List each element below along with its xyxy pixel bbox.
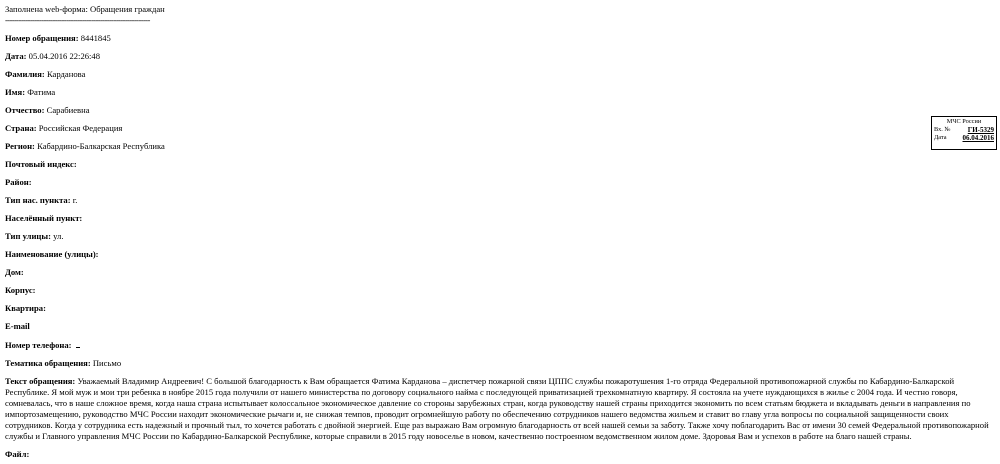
stamp-number-label: Вх. №	[934, 126, 951, 133]
field-value: 05.04.2016 22:26:48	[28, 51, 101, 61]
file-field	[5, 449, 995, 460]
stamp-number-value: ГИ-5329	[967, 126, 994, 134]
field-value: 8441845	[80, 33, 111, 43]
file-label: Файл:	[5, 449, 30, 459]
form-field	[5, 195, 995, 206]
registration-stamp	[931, 116, 997, 150]
field-label: E-mail	[5, 321, 30, 331]
form-field	[5, 321, 995, 332]
stamp-date-value: 06.04.2016	[962, 134, 994, 142]
message-block	[5, 376, 995, 442]
field-label: Корпус:	[5, 285, 36, 295]
field-label: Фамилия:	[5, 69, 45, 79]
field-label: Страна:	[5, 123, 37, 133]
field-value: Российская Федерация	[38, 123, 123, 133]
field-label: Наименование (улицы):	[5, 249, 99, 259]
field-label: Номер телефона:	[5, 340, 72, 350]
field-value: Фатима	[27, 87, 56, 97]
stamp-date-row	[934, 134, 994, 142]
field-value: г.	[72, 195, 78, 205]
form-field	[5, 177, 995, 188]
field-label: Регион:	[5, 141, 35, 151]
stamp-number-row	[934, 126, 994, 134]
form-field	[5, 339, 995, 351]
field-value: Сарабиевна	[46, 105, 90, 115]
field-label: Отчество:	[5, 105, 45, 115]
field-label: Населённый пункт:	[5, 213, 83, 223]
field-label: Номер обращения:	[5, 33, 79, 43]
form-field	[5, 141, 995, 152]
form-field	[5, 51, 995, 62]
field-value: Кабардино-Балкарская Республика	[37, 141, 165, 151]
stamp-org: МЧС России	[946, 118, 982, 125]
field-label: Почтовый индекс:	[5, 159, 77, 169]
form-field	[5, 303, 995, 314]
field-value: ул.	[53, 231, 64, 241]
field-label: Тематика обращения:	[5, 358, 91, 368]
field-label: Дата:	[5, 51, 27, 61]
form-field	[5, 159, 995, 170]
form-field	[5, 213, 995, 224]
form-field	[5, 285, 995, 296]
form-title: Заполнена web-форма: Обращения граждан	[5, 4, 165, 14]
email-body	[5, 2, 995, 460]
field-label: Тип улицы:	[5, 231, 51, 241]
field-label: Квартира:	[5, 303, 46, 313]
form-field	[5, 231, 995, 242]
message-text: Уважаемый Владимир Андреевич! С большой благодарность к Вам обращается Фатима Карданова – диспетчер пожарной связи ЦППС службы пожаротушения 1-го отряда Федеральной противопожарной службы по Кабардино-Балкарской Республике. Я мой муж и мои три ребенка в ноябре 2015 года получили от нашего министерства по договору социального найма с последующей приватизацией трехкомнатную квартиру. Я состояла на учете нуждающихся в жилье с 2004 года. И честно говоря, сомневалась, что в наше сложное время, когда наша страна испытывает колоссальное экономическое давление со стороны зарубежных стран, когда руководству нашей страны приходится экономить по всем статьям бюджета и вкладывать деньги в направления по импортозамещению, руководство МЧС России находит экономические рычаги и, не снижая темпов, проводит огромнейшую работу по обеспечению сотрудников нашего ведомства жильем и ставит во главу угла вопросы по социальной защищенности своих сотрудников. Когда у сотрудника есть надежный и прочный тыл, то хочется работать с двойной энергией. Еще раз выражаю Вам огромную благодарность от всей нашей семьи за заботу. Также хочу поблагодарить Вас от имени 30 семей Федеральной противопожарной службы и Главного управления МЧС России по Кабардино-Балкарской Республике, которые справили в 2015 году новоселье в новом, качественно построенном ведомственном жилом доме. Здоровья Вам и успехов в работе на благо нашей страны.	[5, 376, 989, 441]
form-field	[5, 267, 995, 278]
stamp-date-label: Дата	[934, 134, 947, 141]
phone-underscore	[76, 339, 80, 348]
field-label: Имя:	[5, 87, 26, 97]
form-field	[5, 123, 995, 134]
field-value: Письмо	[92, 358, 122, 368]
message-label: Текст обращения:	[5, 376, 76, 386]
form-field	[5, 358, 995, 369]
form-field	[5, 249, 995, 260]
form-field	[5, 69, 995, 80]
field-label: Тип нас. пункта:	[5, 195, 71, 205]
form-field	[5, 33, 995, 44]
separator-line: ----------------------------------------------------------------	[5, 15, 150, 25]
form-field	[5, 105, 995, 116]
field-list	[5, 33, 995, 369]
form-field	[5, 87, 995, 98]
field-label: Дом:	[5, 267, 24, 277]
field-value: Карданова	[46, 69, 86, 79]
field-label: Район:	[5, 177, 32, 187]
